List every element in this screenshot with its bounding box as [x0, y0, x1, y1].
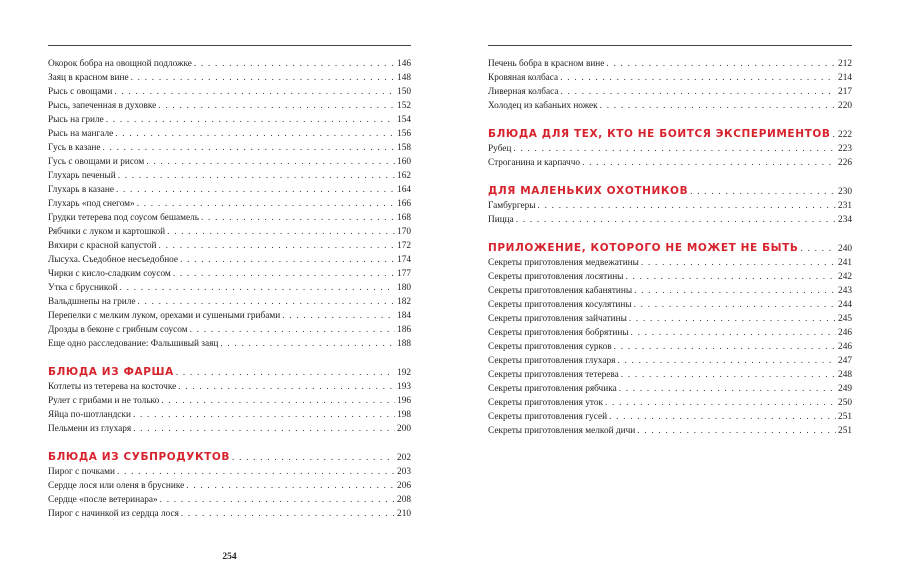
toc-entry	[48, 85, 411, 99]
toc-entry-title: Утка с брусникой	[48, 283, 118, 293]
toc-entry	[48, 422, 411, 436]
toc-entry-title: Лысуха. Съедобное несъедобное	[48, 255, 179, 265]
toc-page-number: 234	[838, 215, 852, 225]
toc-entry	[48, 169, 411, 183]
toc-page-number: 231	[838, 201, 852, 211]
toc-entry	[48, 493, 411, 507]
toc-page-number: 214	[838, 73, 852, 83]
toc-entry-title: Рубец	[488, 144, 512, 154]
toc-entry-title: Ливерная колбаса	[488, 87, 559, 97]
dot-leader	[513, 142, 836, 156]
dot-leader	[617, 354, 836, 368]
toc-page-number: 160	[397, 157, 411, 167]
toc-entry-title: Печень бобра в красном вине	[488, 59, 605, 69]
section-title: БЛЮДА ДЛЯ ТЕХ, КТО НЕ БОИТСЯ ЭКСПЕРИМЕНТОВ	[488, 128, 831, 140]
dot-leader	[201, 211, 395, 225]
dot-leader	[634, 284, 836, 298]
toc-page-number: 242	[838, 272, 852, 282]
toc-entry-title: Чирки с кисло-сладким соусом	[48, 269, 171, 279]
toc-entry-title: Рысь, запеченная в духовке	[48, 101, 157, 111]
dot-leader	[181, 507, 395, 521]
toc-page-number: 249	[838, 384, 852, 394]
dot-leader	[516, 213, 836, 227]
toc-entry-title: Пирог с начинкой из сердца лося	[48, 509, 179, 519]
section-title: ДЛЯ МАЛЕНЬКИХ ОХОТНИКОВ	[488, 185, 689, 197]
toc-page-number: 243	[838, 286, 852, 296]
toc-page-number: 208	[397, 495, 411, 505]
toc-entry	[48, 267, 411, 281]
dot-leader	[178, 380, 395, 394]
toc-entry-title: Сердце лося или оленя в бруснике	[48, 481, 185, 491]
toc-entry-title: Еще одно расследование: Фальшивый заяц	[48, 339, 219, 349]
toc-entry-title: Дрозды в беконе с грибным соусом	[48, 325, 188, 335]
toc-page-number: 245	[838, 314, 852, 324]
dot-leader	[194, 57, 395, 71]
toc-entry-title: Секреты приготовления зайчатины	[488, 314, 627, 324]
section-title: БЛЮДА ИЗ СУБПРОДУКТОВ	[48, 451, 231, 463]
toc-entry-title: Котлеты из тетерева на косточке	[48, 382, 177, 392]
dot-leader	[106, 113, 395, 127]
toc-page-number: 226	[838, 158, 852, 168]
toc-entry	[48, 253, 411, 267]
toc-entry	[488, 312, 852, 326]
toc-entry-title: Рябчики с луком и картошкой	[48, 227, 166, 237]
dot-leader	[137, 295, 395, 309]
toc-page-number: 172	[397, 241, 411, 251]
dot-leader	[690, 184, 836, 200]
toc-page-number: 150	[397, 87, 411, 97]
dot-leader	[173, 267, 395, 281]
toc-entry-title: Перепелки с мелким луком, орехами и сушеными грибами	[48, 311, 281, 321]
toc-entry	[488, 368, 852, 382]
dot-leader	[160, 493, 395, 507]
toc-page-number: 168	[397, 213, 411, 223]
toc-entry	[48, 239, 411, 253]
dot-leader	[637, 424, 836, 438]
dot-leader	[186, 479, 395, 493]
toc-page-number: 184	[397, 311, 411, 321]
toc-entry-title: Секреты приготовления сурков	[488, 342, 612, 352]
section-heading	[488, 183, 852, 199]
toc-page-number: 188	[397, 339, 411, 349]
dot-leader	[220, 337, 395, 351]
toc-entry-title: Заяц в красном вине	[48, 73, 129, 83]
toc-page-number: 170	[397, 227, 411, 237]
top-rule	[488, 45, 852, 46]
toc-entry	[48, 408, 411, 422]
dot-leader	[114, 85, 395, 99]
dot-leader	[641, 256, 836, 270]
toc-page-number: 230	[838, 187, 852, 197]
toc-entry	[488, 284, 852, 298]
toc-entry	[48, 71, 411, 85]
toc-page-number: 182	[397, 297, 411, 307]
toc-page-number: 217	[838, 87, 852, 97]
toc-page-number: 202	[397, 453, 411, 463]
toc-entry-title: Вяхири с красной капустой	[48, 241, 157, 251]
dot-leader	[561, 85, 837, 99]
toc-entry-title: Секреты приготовления кабанятины	[488, 286, 633, 296]
dot-leader	[282, 309, 395, 323]
toc-entry	[48, 197, 411, 211]
dot-leader	[159, 239, 396, 253]
left-page	[48, 0, 411, 585]
dot-leader	[131, 71, 395, 85]
toc-entry	[48, 479, 411, 493]
toc-entry	[48, 57, 411, 71]
toc-entry	[48, 380, 411, 394]
toc-entry	[488, 326, 852, 340]
section-heading	[48, 364, 411, 380]
dot-leader	[629, 312, 836, 326]
toc-page-number: 246	[838, 328, 852, 338]
toc-page-number: 180	[397, 283, 411, 293]
toc-entry-title: Вальдшнепы на гриле	[48, 297, 136, 307]
toc-entry-title: Секреты приготовления лосятины	[488, 272, 624, 282]
toc-entry	[488, 156, 852, 170]
toc-entry-title: Рысь на гриле	[48, 115, 104, 125]
toc-entry-title: Секреты приготовления уток	[488, 398, 603, 408]
toc-entry	[48, 211, 411, 225]
toc-entry-title: Пицца	[488, 215, 514, 225]
toc-entry-title: Пельмени из глухаря	[48, 424, 132, 434]
toc-entry	[48, 465, 411, 479]
toc-entry	[488, 270, 852, 284]
toc-entry	[48, 141, 411, 155]
dot-leader	[625, 270, 836, 284]
dot-leader	[631, 326, 837, 340]
toc-entry	[48, 127, 411, 141]
toc-entry-title: Секреты приготовления рябчика	[488, 384, 617, 394]
section-title: ПРИЛОЖЕНИЕ, КОТОРОГО НЕ МОЖЕТ НЕ БЫТЬ	[488, 242, 799, 254]
toc-page-number: 196	[397, 396, 411, 406]
toc-entry	[488, 57, 852, 71]
dot-leader	[538, 199, 837, 213]
toc-entry	[48, 183, 411, 197]
toc-page-number: 241	[838, 258, 852, 268]
toc-entry	[48, 281, 411, 295]
toc-entry-title: Секреты приготовления глухаря	[488, 356, 616, 366]
toc-entry-title: Холодец из кабаньих ножек	[488, 101, 598, 111]
toc-entry-title: Рысь с овощами	[48, 87, 113, 97]
toc-entry-title: Секреты приготовления мелкой дичи	[488, 426, 636, 436]
toc-page-number: 164	[397, 185, 411, 195]
toc-page-number: 162	[397, 171, 411, 181]
toc-page-number: 247	[838, 356, 852, 366]
toc-entry-title: Кровяная колбаса	[488, 73, 559, 83]
dot-leader	[180, 253, 395, 267]
toc-entry-title: Строганина и карпаччо	[488, 158, 581, 168]
dot-leader	[605, 396, 836, 410]
toc-entry	[48, 295, 411, 309]
dot-leader	[600, 99, 836, 113]
toc-page-number: 251	[838, 426, 852, 436]
toc-entry	[488, 85, 852, 99]
toc-entry-title: Глухарь печеный	[48, 171, 116, 181]
toc-entry-title: Сердце «после ветеринара»	[48, 495, 158, 505]
toc-page-number: 251	[838, 412, 852, 422]
toc-entry-title: Гусь в казане	[48, 143, 101, 153]
toc-entry	[48, 99, 411, 113]
toc-page-number: 174	[397, 255, 411, 265]
toc-page-number: 166	[397, 199, 411, 209]
toc-page-number: 177	[397, 269, 411, 279]
toc-entry	[488, 396, 852, 410]
toc-entry	[48, 394, 411, 408]
toc-page-number: 200	[397, 424, 411, 434]
dot-leader	[133, 422, 395, 436]
toc-entry	[488, 410, 852, 424]
toc-entry	[48, 507, 411, 521]
toc-page-number: 246	[838, 342, 852, 352]
dot-leader	[167, 225, 395, 239]
toc-page-number: 250	[838, 398, 852, 408]
toc-page-number: 146	[397, 59, 411, 69]
toc-entry	[48, 323, 411, 337]
dot-leader	[176, 365, 395, 381]
toc-entry	[48, 337, 411, 351]
toc-page-number: 210	[397, 509, 411, 519]
right-page	[488, 0, 852, 585]
toc-page-number: 240	[838, 244, 852, 254]
toc-entry-title: Гамбургеры	[488, 201, 536, 211]
dot-leader	[102, 141, 395, 155]
toc-page-number: 156	[397, 129, 411, 139]
toc-page-number: 198	[397, 410, 411, 420]
toc-page-number: 206	[397, 481, 411, 491]
dot-leader	[190, 323, 395, 337]
toc-entry	[488, 354, 852, 368]
toc-page-number: 154	[397, 115, 411, 125]
toc-entry	[488, 99, 852, 113]
toc-page-number: 152	[397, 101, 411, 111]
top-rule	[48, 45, 411, 46]
dot-leader	[115, 127, 395, 141]
toc-entry	[488, 142, 852, 156]
toc-entry-title: Пирог с почками	[48, 467, 115, 477]
page-number: 254	[222, 552, 237, 562]
dot-leader	[133, 408, 395, 422]
toc-page-number: 203	[397, 467, 411, 477]
table-of-contents-right	[488, 57, 852, 438]
toc-entry	[488, 71, 852, 85]
toc-page-number: 222	[838, 130, 852, 140]
toc-page-number: 193	[397, 382, 411, 392]
dot-leader	[146, 155, 395, 169]
toc-entry-title: Секреты приготовления гусей	[488, 412, 608, 422]
toc-entry	[488, 256, 852, 270]
toc-entry	[488, 382, 852, 396]
dot-leader	[634, 298, 836, 312]
section-heading	[488, 126, 852, 142]
toc-entry-title: Рулет с грибами и не только	[48, 396, 160, 406]
dot-leader	[137, 197, 395, 211]
toc-page-number: 244	[838, 300, 852, 310]
dot-leader	[118, 169, 395, 183]
toc-entry	[48, 155, 411, 169]
dot-leader	[801, 241, 837, 257]
toc-entry	[48, 309, 411, 323]
toc-page-number: 220	[838, 101, 852, 111]
section-title: БЛЮДА ИЗ ФАРША	[48, 366, 174, 378]
toc-entry-title: Яйца по-шотландски	[48, 410, 131, 420]
section-heading	[488, 240, 852, 256]
toc-entry-title: Рысь на мангале	[48, 129, 114, 139]
dot-leader	[621, 368, 836, 382]
toc-page-number: 223	[838, 144, 852, 154]
dot-leader	[116, 183, 395, 197]
toc-entry	[488, 199, 852, 213]
toc-entry-title: Глухарь «под снегом»	[48, 199, 135, 209]
table-of-contents-left	[48, 57, 411, 521]
toc-entry-title: Окорок бобра на овощной подложке	[48, 59, 192, 69]
dot-leader	[232, 450, 395, 466]
toc-entry-title: Глухарь в казане	[48, 185, 114, 195]
dot-leader	[582, 156, 836, 170]
toc-page-number: 186	[397, 325, 411, 335]
dot-leader	[120, 281, 395, 295]
toc-page-number: 148	[397, 73, 411, 83]
toc-entry	[48, 113, 411, 127]
toc-page-number: 212	[838, 59, 852, 69]
toc-entry	[488, 340, 852, 354]
toc-entry	[488, 213, 852, 227]
toc-entry-title: Секреты приготовления косулятины	[488, 300, 632, 310]
dot-leader	[614, 340, 836, 354]
toc-entry-title: Секреты приготовления бобрятины	[488, 328, 629, 338]
dot-leader	[609, 410, 836, 424]
dot-leader	[619, 382, 836, 396]
toc-page-number: 192	[397, 368, 411, 378]
dot-leader	[832, 127, 836, 143]
dot-leader	[117, 465, 395, 479]
dot-leader	[606, 57, 836, 71]
toc-entry	[48, 225, 411, 239]
toc-entry	[488, 424, 852, 438]
toc-page-number: 158	[397, 143, 411, 153]
toc-entry-title: Секреты приготовления медвежатины	[488, 258, 639, 268]
toc-entry-title: Секреты приготовления тетерева	[488, 370, 619, 380]
section-heading	[48, 449, 411, 465]
dot-leader	[161, 394, 395, 408]
dot-leader	[560, 71, 836, 85]
dot-leader	[158, 99, 395, 113]
toc-page-number: 248	[838, 370, 852, 380]
toc-entry	[488, 298, 852, 312]
toc-entry-title: Гусь с овощами и рисом	[48, 157, 145, 167]
toc-entry-title: Грудки тетерева под соусом бешамель	[48, 213, 199, 223]
